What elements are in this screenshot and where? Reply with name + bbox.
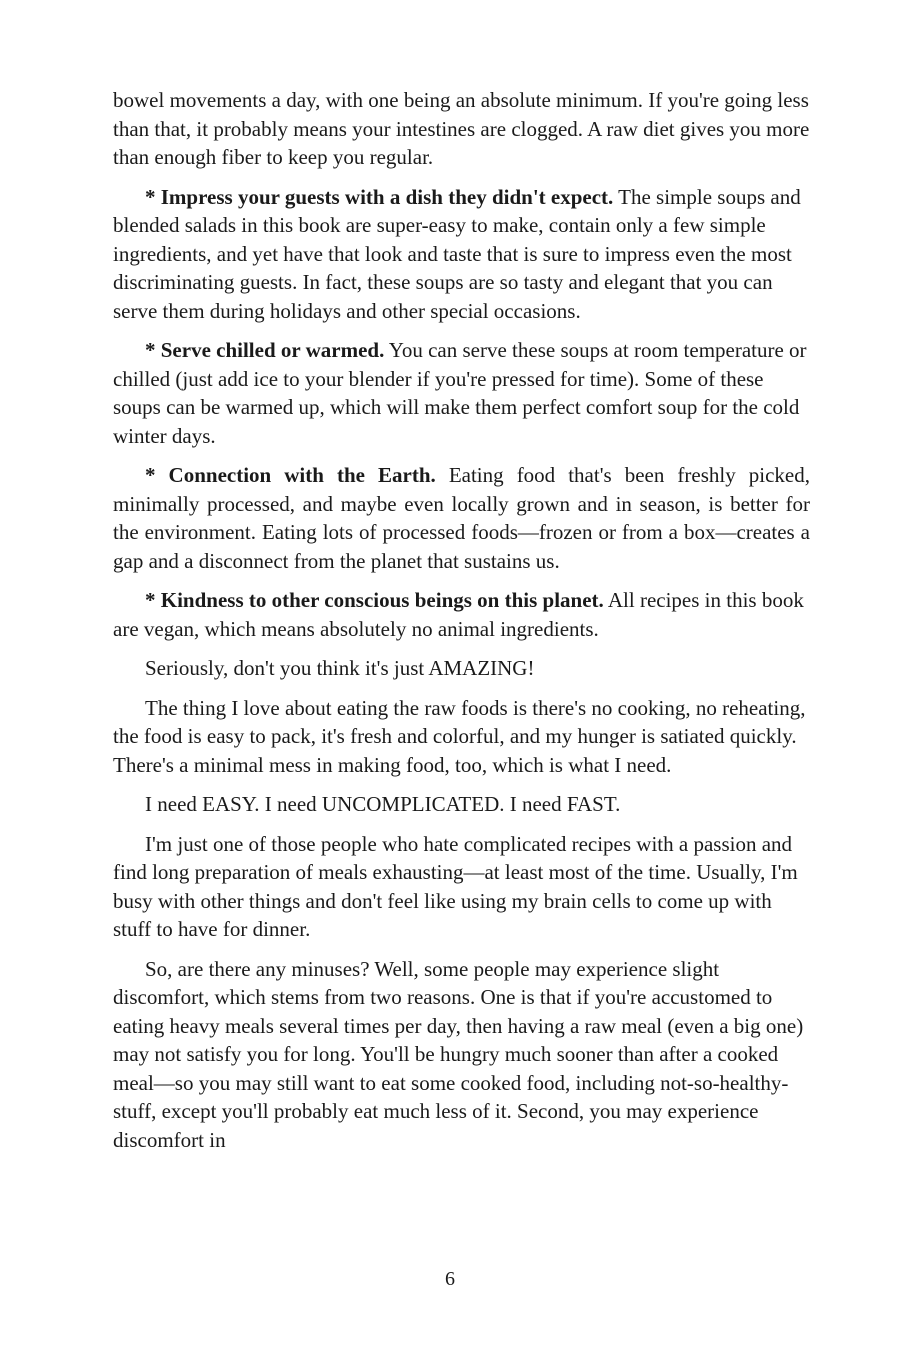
paragraph-bold-lead: * Impress your guests with a dish they didn't expect. xyxy=(145,184,614,209)
paragraph xyxy=(113,461,810,575)
paragraph-text: Seriously, don't you think it's just AMAZING! xyxy=(145,656,535,680)
paragraph-bold-lead: * Kindness to other conscious beings on this planet. xyxy=(145,588,604,612)
paragraph-text: So, are there any minuses? Well, some people may experience slight discomfort, which stems from two reasons. One is that if you're accustomed to eating heavy meals several times per day, then having a raw meal (even a big one) may not satisfy you for long. You'll be hungry much sooner than after a cooked meal—so you may still want to eat some cooked food, including not-so-healthy-stuff, except you'll probably eat much less of it. Second, you may experience discomfort in xyxy=(113,956,804,1152)
paragraph-text: Eating food that's been freshly picked, minimally processed, and maybe even locally grown and in season, is better for the environment. Eating lots of processed foods—frozen or from a box—creates a gap and a disconnect from the planet that sustains us. xyxy=(113,463,810,573)
paragraph-text: You can serve these soups at room temperature or chilled (just add ice to your blender if you're pressed for time). Some of these soups can be warmed up, which will make them perfect comfort soup for the cold winter days. xyxy=(113,338,807,448)
paragraph-text: The simple soups and blended salads in this book are super-easy to make, contain only a few simple ingredients, and yet have that look and taste that is sure to impress even the most discriminating guests. In fact, these soups are so tasty and elegant that you can serve them during holidays and other special occasions. xyxy=(113,184,801,323)
paragraph xyxy=(113,86,810,172)
paragraph xyxy=(113,830,810,944)
paragraph xyxy=(113,586,810,643)
paragraph xyxy=(113,955,810,1155)
paragraph-text: All recipes in this book are vegan, which means absolutely no animal ingredients. xyxy=(113,588,804,641)
paragraph-text: bowel movements a day, with one being an absolute minimum. If you're going less than that, it probably means your intestines are clogged. A raw diet gives you more than enough fiber to keep you regular. xyxy=(113,88,810,169)
paragraph-text: I'm just one of those people who hate complicated recipes with a passion and find long preparation of meals exhausting—at least most of the time. Usually, I'm busy with other things and don't feel like using my brain cells to come up with stuff to have for dinner. xyxy=(113,831,798,941)
paragraph-bold-lead: * Connection with the Earth. xyxy=(145,463,436,487)
paragraph xyxy=(113,654,810,683)
paragraph xyxy=(113,790,810,819)
paragraph-text: The thing I love about eating the raw foods is there's no cooking, no reheating, the food is easy to pack, it's fresh and colorful, and my hunger is satiated quickly. There's a minimal mess in making food, too, which is what I need. xyxy=(113,695,806,777)
paragraph-text: I need EASY. I need UNCOMPLICATED. I need FAST. xyxy=(145,792,621,816)
paragraph xyxy=(113,183,810,326)
paragraph xyxy=(113,336,810,450)
page-text-column xyxy=(113,86,810,1165)
paragraph xyxy=(113,694,810,780)
paragraph-bold-lead: * Serve chilled or warmed. xyxy=(145,338,385,362)
page-number: 6 xyxy=(445,1268,455,1290)
